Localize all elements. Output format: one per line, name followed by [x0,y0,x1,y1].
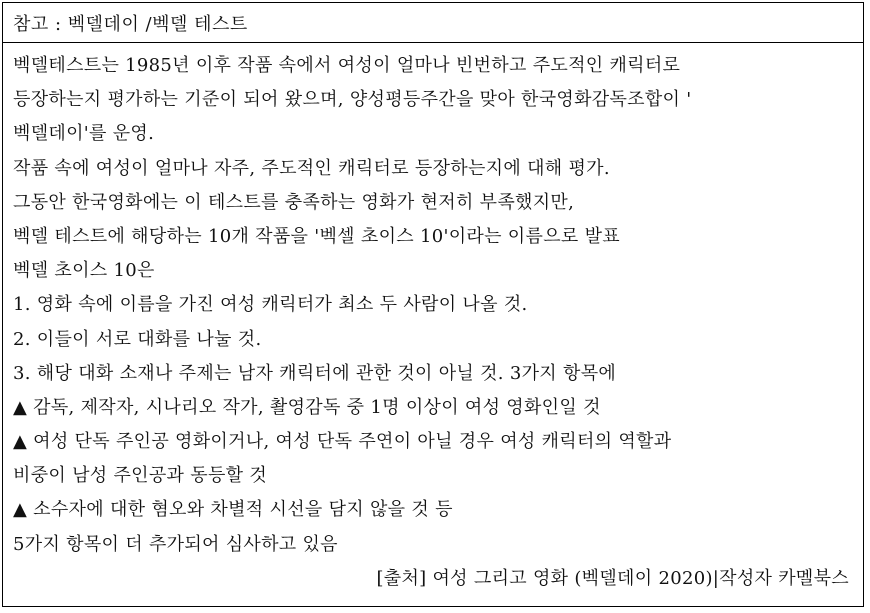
text-line: 벡델 테스트에 해당하는 10개 작품을 '벡셀 초이스 10'이라는 이름으로 발표 [13,225,620,247]
text-line: 벡델 초이스 10은 [13,260,155,282]
list-item-criterion-3: 3. 해당 대화 소재나 주제는 남자 캐릭터에 관한 것이 아닐 것. 3가지 항목에 [13,362,617,384]
box-body [3,43,863,596]
text-line: 5가지 항목이 더 추가되어 심사하고 있음 [13,533,338,555]
list-item-criterion-2: 2. 이들이 서로 대화를 나눌 것. [13,328,262,350]
bullet-item: ▲ 여성 단독 주인공 영화이거나, 여성 단독 주연이 아닐 경우 여성 캐릭터의 역할과 [13,431,672,453]
bullet-item: ▲ 감독, 제작자, 시나리오 작가, 촬영감독 중 1명 이상이 여성 영화인일 것 [13,396,601,418]
text-line: 벡델데이'를 운영. [13,123,155,145]
source-credit: [출처] 여성 그리고 영화 (벡델데이 2020)|작성자 카멜북스 [376,567,849,589]
header-title: 참고 : 벡델데이 /벡델 테스트 [13,13,248,35]
text-line: 그동안 한국영화에는 이 테스트를 충족하는 영화가 현저히 부족했지만, [13,191,575,213]
text-line: 등장하는지 평가하는 기준이 되어 왔으며, 양성평등주간을 맞아 한국영화감독조합이 ' [13,89,692,111]
bullet-item-continuation: 비중이 남성 주인공과 동등할 것 [13,465,268,487]
bullet-item: ▲ 소수자에 대한 혐오와 차별적 시선을 담지 않을 것 등 [13,499,453,521]
box-header [3,3,863,43]
info-box [2,2,864,607]
list-item-criterion-1: 1. 영화 속에 이름을 가진 여성 캐릭터가 최소 두 사람이 나올 것. [13,294,528,316]
text-line: 벡델테스트는 1985년 이후 작품 속에서 여성이 얼마나 빈번하고 주도적인 캐릭터로 [13,55,681,76]
text-line: 작품 속에 여성이 얼마나 자주, 주도적인 캐릭터로 등장하는지에 대해 평가. [13,157,610,179]
